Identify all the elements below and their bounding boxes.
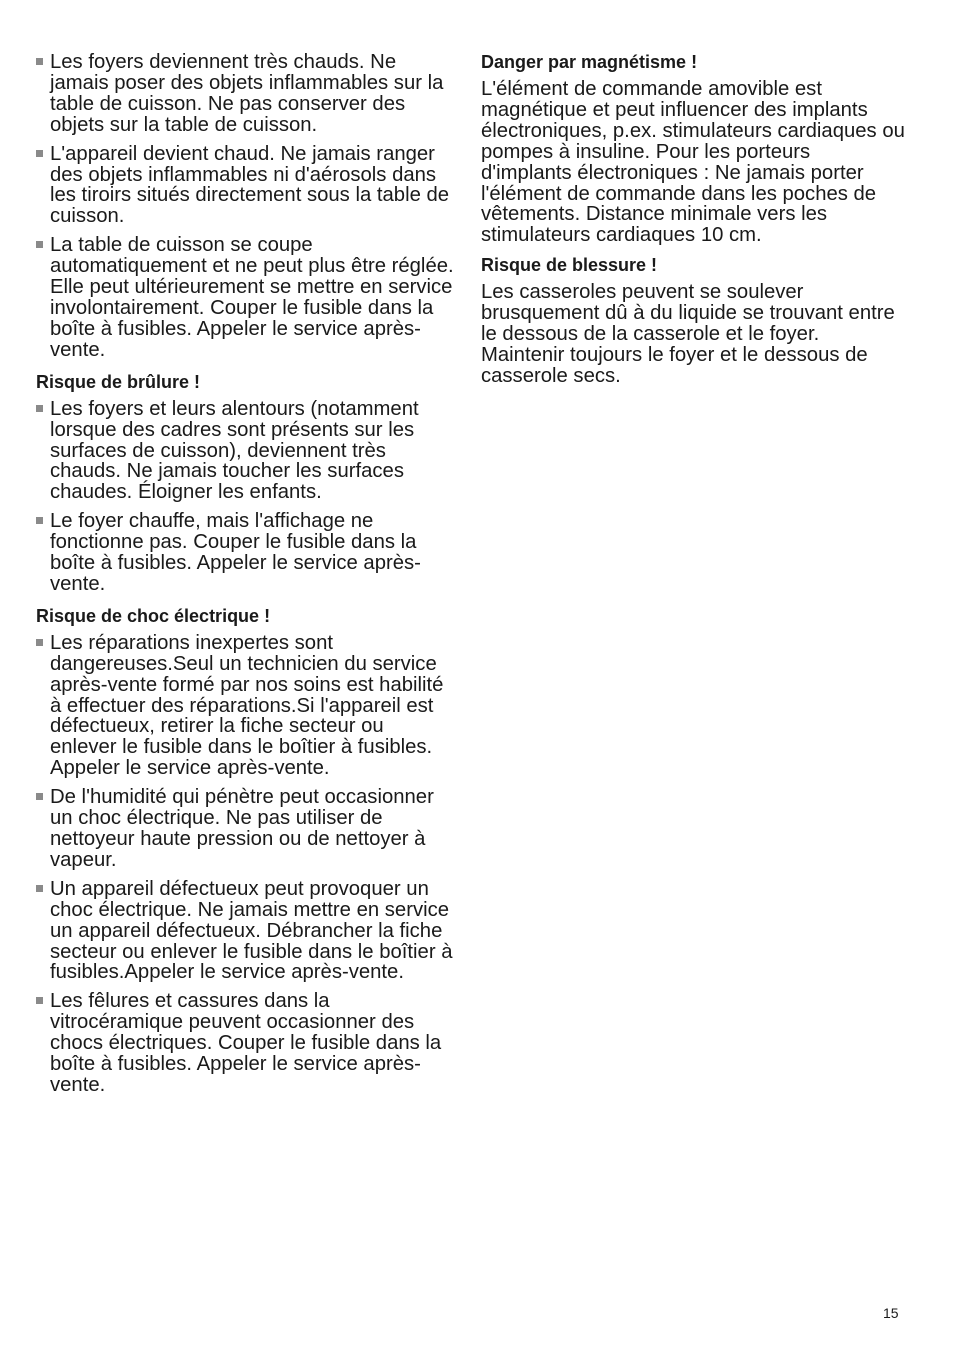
right-column	[481, 52, 906, 396]
square-bullet-icon	[36, 997, 43, 1004]
list-item-text: Les foyers et leurs alentours (notamment lorsque des cadres sont présents sur les surfaces de cuisson), deviennent très chauds. Ne jamais toucher les surfaces chaudes. Éloigner les enfants.	[50, 397, 419, 504]
list-item	[36, 991, 454, 1096]
list-item	[36, 235, 454, 360]
list-item	[36, 399, 454, 504]
list-item	[36, 511, 454, 595]
list-item-text: Un appareil défectueux peut provoquer un choc électrique. Ne jamais mettre en service un appareil défectueux. Débrancher la fiche secteur ou enlever le fusible dans le boîtier à fusibles.Appeler le service après-vente.	[50, 877, 453, 984]
list-item	[36, 144, 454, 228]
square-bullet-icon	[36, 793, 43, 800]
square-bullet-icon	[36, 517, 43, 524]
magnetism-danger-heading: Danger par magnétisme !	[481, 52, 698, 72]
square-bullet-icon	[36, 639, 43, 646]
injury-paragraph: Les casseroles peuvent se soulever brusquement dû à du liquide se trouvant entre le dessous de la casserole et le foyer. Maintenir toujours le foyer et le dessous de casserole secs.	[481, 281, 895, 387]
list-item	[36, 787, 454, 871]
square-bullet-icon	[36, 150, 43, 157]
list-item-text: Les foyers deviennent très chauds. Ne jamais poser des objets inflammables sur la table de cuisson. Ne pas conserver des objets sur la table de cuisson.	[50, 51, 444, 136]
shock-risk-heading: Risque de choc électrique !	[36, 605, 271, 626]
square-bullet-icon	[36, 885, 43, 892]
list-item-text: La table de cuisson se coupe automatiquement et ne peut plus être réglée. Elle peut ultérieurement se mettre en service involontairement. Couper le fusible dans la boîte à fusibles. Appeler le service après-vente.	[50, 234, 454, 361]
page-number: 15	[883, 1305, 899, 1321]
list-item	[36, 879, 454, 984]
intro-bullet-list	[36, 52, 454, 361]
square-bullet-icon	[36, 241, 43, 248]
list-item-text: Le foyer chauffe, mais l'affichage ne fonctionne pas. Couper le fusible dans la boîte à fusibles. Appeler le service après-vente.	[50, 510, 421, 595]
list-item	[36, 633, 454, 779]
list-item-text: L'appareil devient chaud. Ne jamais ranger des objets inflammables ni d'aérosols dans les tiroirs situés directement sous la table de cuisson.	[50, 142, 450, 228]
square-bullet-icon	[36, 405, 43, 412]
shock-bullet-list	[36, 633, 454, 1096]
left-column	[36, 52, 454, 1104]
burn-bullet-list	[36, 399, 454, 595]
list-item	[36, 52, 454, 136]
injury-risk-heading: Risque de blessure !	[481, 255, 658, 276]
magnetism-paragraph: L'élément de commande amovible est magnétique et peut influencer des implants électroniques, p.ex. stimulateurs cardiaques ou pompes à insuline. Pour les porteurs d'implants électroniques : Ne jamais porter l'élément de commande dans les poches de vêtements. Distance minimale vers les stimulateurs cardiaques 10 cm.	[481, 78, 905, 247]
square-bullet-icon	[36, 58, 43, 65]
list-item-text: De l'humidité qui pénètre peut occasionner un choc électrique. Ne pas utiliser de nettoyeur haute pression ou de nettoyer à vapeur.	[50, 786, 434, 871]
list-item-text: Les fêlures et cassures dans la vitrocéramique peuvent occasionner des chocs électriques. Couper le fusible dans la boîte à fusibles. Appeler le service après-vente.	[50, 990, 442, 1096]
burn-risk-heading: Risque de brûlure !	[36, 371, 201, 392]
list-item-text: Les réparations inexpertes sont dangereuses.Seul un technicien du service après-vente formé par nos soins est habilité à effectuer des réparations.Si l'appareil est défectueux, retirer la fiche secteur ou enlever le fusible dans le boîtier à fusibles. Appeler le service après-vente.	[50, 631, 444, 780]
